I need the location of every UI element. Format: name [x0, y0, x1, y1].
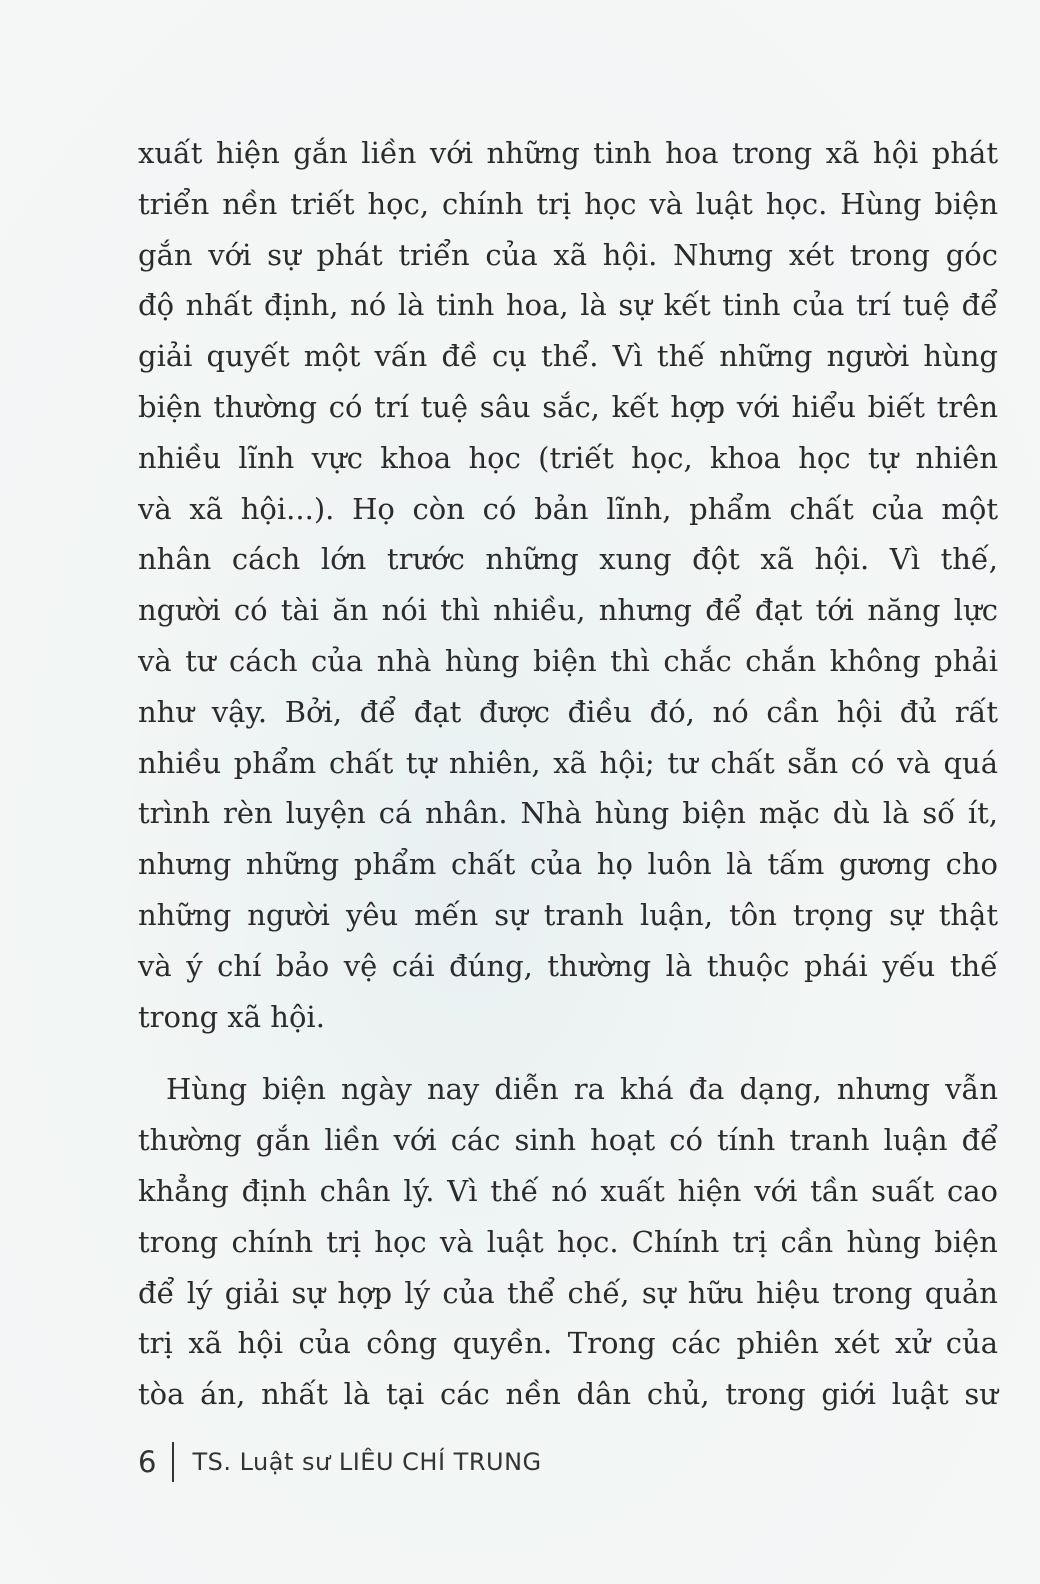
- text-line: trong xã hội.: [138, 999, 325, 1034]
- text-line: trình rèn luyện cá nhân. Nhà hùng biện mặc dù là số ít,: [138, 796, 998, 831]
- body-text: [138, 128, 998, 1420]
- running-head: TS. Luật sư LIÊU CHÍ TRUNG: [192, 1448, 542, 1476]
- text-line: khẳng định chân lý. Vì thế nó xuất hiện với tần suất cao: [138, 1173, 998, 1208]
- text-line: tòa án, nhất là tại các nền dân chủ, trong giới luật sư: [138, 1377, 998, 1412]
- text-line: như vậy. Bởi, để đạt được điều đó, nó cần hội đủ rất: [138, 694, 998, 729]
- text-line: nhân cách lớn trước những xung đột xã hội. Vì thế,: [138, 542, 998, 577]
- text-line: để lý giải sự hợp lý của thể chế, sự hữu hiệu trong quản: [138, 1275, 998, 1310]
- text-line: và ý chí bảo vệ cái đúng, thường là thuộc phái yếu thế: [138, 948, 998, 983]
- text-line: triển nền triết học, chính trị học và luật học. Hùng biện: [138, 186, 998, 221]
- text-line: người có tài ăn nói thì nhiều, nhưng để đạt tới năng lực: [138, 593, 998, 628]
- text-line: thường gắn liền với các sinh hoạt có tính tranh luận để: [138, 1123, 998, 1158]
- page-number: 6: [138, 1445, 157, 1479]
- text-line: những người yêu mến sự tranh luận, tôn trọng sự thật: [138, 897, 998, 932]
- text-line: giải quyết một vấn đề cụ thể. Vì thế những người hùng: [138, 339, 998, 374]
- text-line: biện thường có trí tuệ sâu sắc, kết hợp với hiểu biết trên: [138, 389, 998, 424]
- text-line: xuất hiện gắn liền với những tinh hoa trong xã hội phát: [138, 136, 998, 170]
- text-line: gắn với sự phát triển của xã hội. Nhưng xét trong góc: [138, 237, 998, 272]
- text-line: và xã hội...). Họ còn có bản lĩnh, phẩm chất của một: [138, 491, 998, 526]
- text-line: trị xã hội của công quyền. Trong các phiên xét xử của: [138, 1326, 998, 1361]
- page-footer: [138, 1440, 542, 1484]
- text-line: Hùng biện ngày nay diễn ra khá đa dạng, nhưng vẫn: [166, 1072, 998, 1107]
- text-line: nhiều phẩm chất tự nhiên, xã hội; tư chất sẵn có và quá: [138, 745, 998, 780]
- text-line: nhưng những phẩm chất của họ luôn là tấm gương cho: [138, 847, 998, 882]
- text-line: trong chính trị học và luật học. Chính trị cần hùng biện: [138, 1224, 998, 1259]
- text-line: độ nhất định, nó là tinh hoa, là sự kết tinh của trí tuệ để: [138, 288, 998, 323]
- text-line: và tư cách của nhà hùng biện thì chắc chắn không phải: [138, 643, 998, 678]
- footer-divider: [172, 1442, 174, 1482]
- paragraph-gap: [138, 1042, 998, 1064]
- text-line: nhiều lĩnh vực khoa học (triết học, khoa học tự nhiên: [138, 440, 998, 475]
